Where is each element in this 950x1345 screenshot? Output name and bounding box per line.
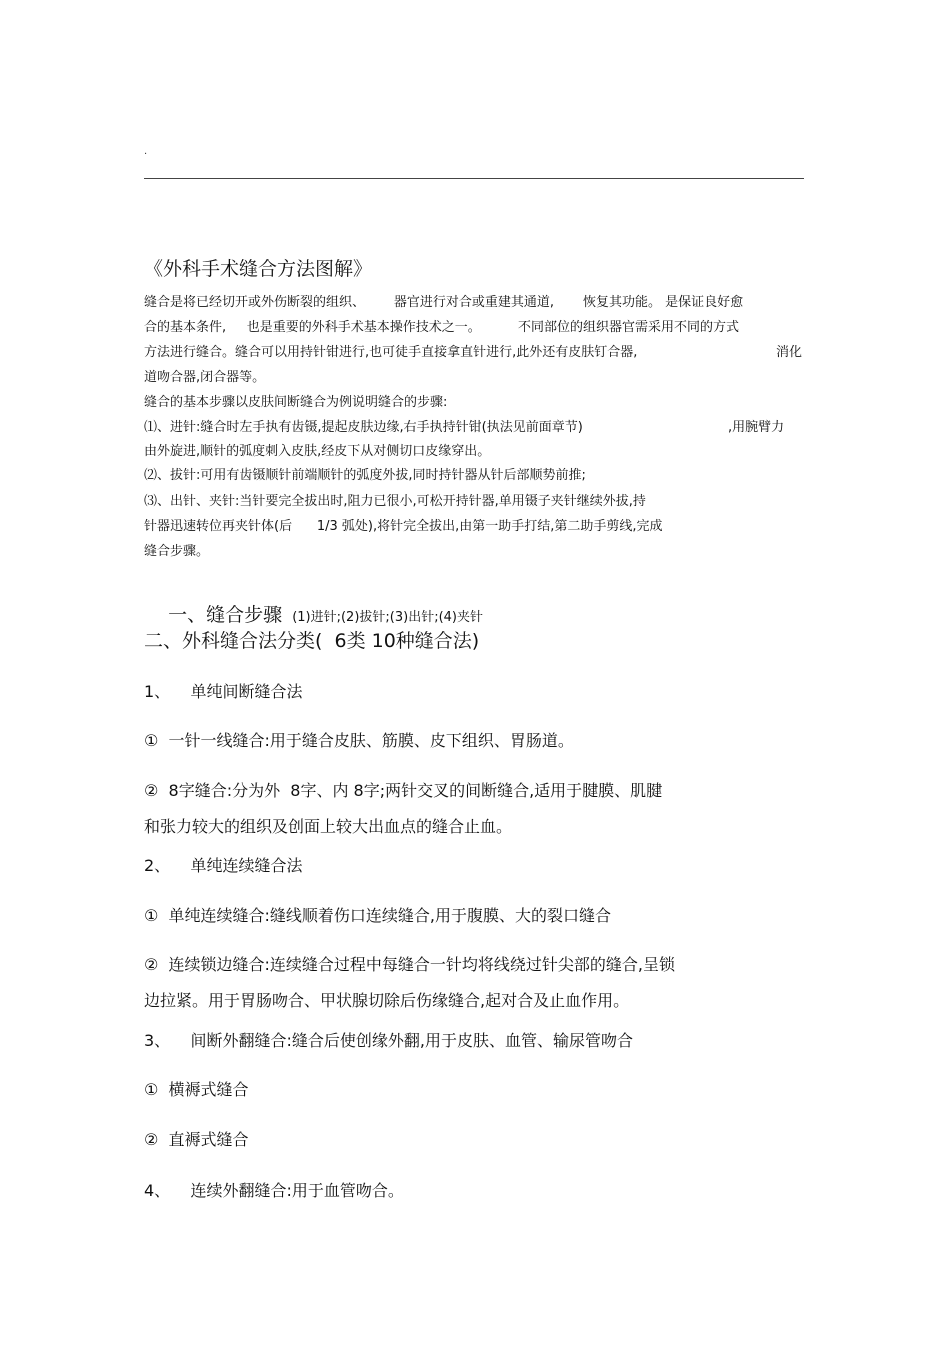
section-1-title: 一、缝合步骤 [168, 604, 283, 626]
item-1-sub-2: ② 8字缝合:分为外 8字、内 8字;两针交叉的间断缝合,适用于腱膜、肌腱 [144, 781, 663, 800]
intro-line-6: ⑴、进针:缝合时左手执有齿镊,提起皮肤边缘,右手执持针钳(执法见前面章节) [144, 420, 583, 435]
item-2-sub-1: ① 单纯连续缝合:缝线顺着伤口连续缝合,用于腹膜、大的裂口缝合 [144, 906, 611, 925]
item-2-heading: 2、 单纯连续缝合法 [144, 856, 303, 875]
intro-line-8: ⑵、拔针:可用有齿镊顺针前端顺针的弧度外拔,同时持针器从针后部顺势前推; [144, 468, 586, 483]
item-3-sub-2: ② 直褥式缝合 [144, 1130, 249, 1149]
intro-line-11: 缝合步骤。 [144, 544, 210, 559]
item-3-sub-1: ① 横褥式缝合 [144, 1080, 249, 1099]
item-4-heading: 4、 连续外翻缝合:用于血管吻合。 [144, 1181, 404, 1200]
intro-line-3: 方法进行缝合。缝合可以用持针钳进行,也可徒手直接拿直针进行,此外还有皮肤钉合器, [144, 345, 638, 360]
item-2-sub-2-cont: 边拉紧。用于胃肠吻合、甲状腺切除后伤缘缝合,起对合及止血作用。 [144, 991, 630, 1010]
intro-line-3-tail: 消化 [776, 345, 803, 360]
intro-line-7: 由外旋进,顺针的弧度刺入皮肤,经皮下从对侧切口皮缘穿出。 [144, 444, 491, 459]
item-2-sub-2: ② 连续锁边缝合:连续缝合过程中每缝合一针均将线绕过针尖部的缝合,呈锁 [144, 955, 675, 974]
header-rule [144, 178, 804, 179]
intro-line-10: 针器迅速转位再夹针体(后 1/3 弧处),将针完全拔出,由第一助手打结,第二助手剪线,完成 [144, 519, 663, 534]
intro-line-4: 道吻合器,闭合器等。 [144, 370, 266, 385]
intro-line-9: ⑶、出针、夹针:当针要完全拔出时,阻力已很小,可松开持针器,单用镊子夹针继续外拔,持 [144, 494, 646, 509]
section-2-heading: 二、外科缝合法分类( 6类 10种缝合法) [144, 630, 480, 652]
section-1-note: (1)进针;(2)拔针;(3)出针;(4)夹针 [292, 610, 483, 625]
intro-line-5: 缝合的基本步骤以皮肤间断缝合为例说明缝合的步骤: [144, 395, 448, 410]
header-mark: . [144, 146, 148, 157]
item-1-sub-1: ① 一针一线缝合:用于缝合皮肤、筋膜、皮下组织、胃肠道。 [144, 731, 574, 750]
intro-line-1: 缝合是将已经切开或外伤断裂的组织、 器官进行对合或重建其通道, 恢复其功能。 是保证良好愈 [144, 295, 744, 310]
item-1-heading: 1、 单纯间断缝合法 [144, 682, 303, 701]
item-3-heading: 3、 间断外翻缝合:缝合后使创缘外翻,用于皮肤、血管、输尿管吻合 [144, 1031, 634, 1050]
document-title: 《外科手术缝合方法图解》 [144, 258, 373, 280]
item-1-sub-2-cont: 和张力较大的组织及创面上较大出血点的缝合止血。 [144, 817, 513, 836]
intro-line-6-tail: ,用腕臂力 [728, 420, 785, 435]
intro-line-2: 合的基本条件, 也是重要的外科手术基本操作技术之一。 不同部位的组织器官需采用不同的方式 [144, 320, 739, 335]
